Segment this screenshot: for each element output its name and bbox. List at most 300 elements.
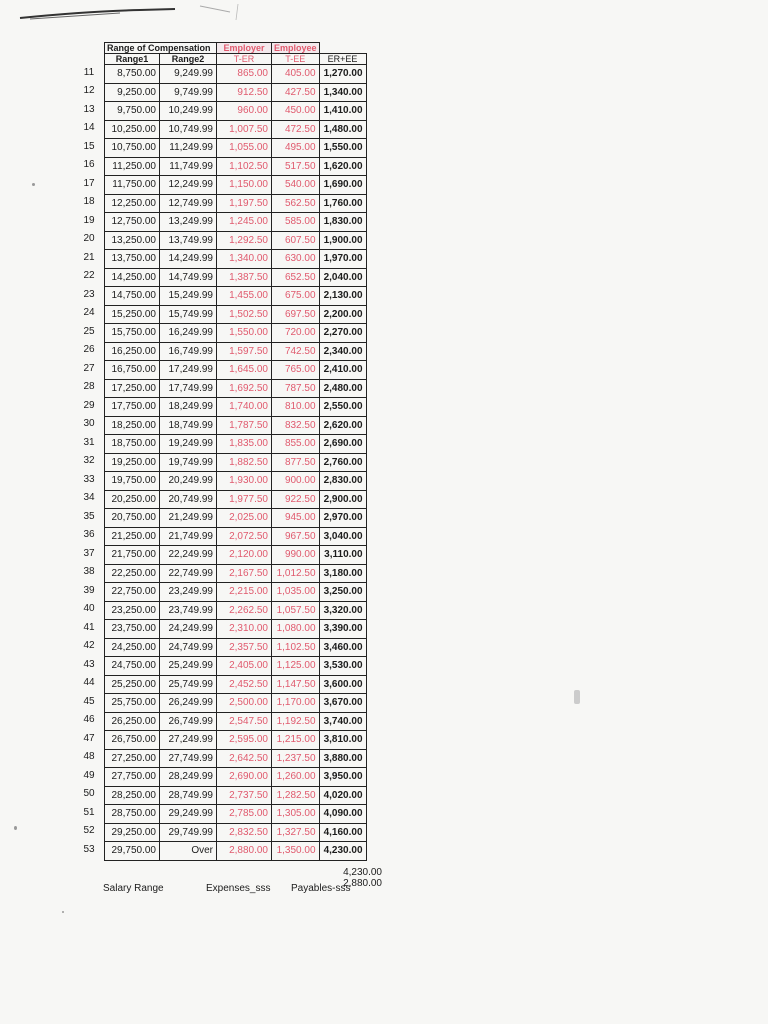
range-title: Range of Compensation	[105, 43, 217, 54]
range1-cell: 12,250.00	[105, 194, 160, 213]
row-number: 40	[83, 603, 95, 614]
row-number: 49	[83, 769, 95, 781]
row-number: 28	[83, 381, 95, 392]
employee-share-cell: 1,215.00	[272, 731, 320, 750]
range2-cell: 25,749.99	[160, 675, 217, 694]
employer-share-cell: 1,150.00	[217, 176, 272, 195]
row-number: 53	[83, 843, 95, 855]
range1-cell: 19,250.00	[105, 453, 160, 472]
table-row	[105, 842, 367, 861]
employee-share-cell: 1,327.50	[272, 823, 320, 842]
employer-share-cell: 1,787.50	[217, 416, 272, 435]
table-row	[105, 379, 367, 398]
table-row	[105, 120, 367, 139]
range2-cell: 18,749.99	[160, 416, 217, 435]
employer-share-cell: 2,167.50	[217, 564, 272, 583]
range1-cell: 24,750.00	[105, 657, 160, 676]
total-cell: 3,040.00	[319, 527, 366, 546]
employer-header: Employer	[217, 43, 272, 54]
employer-share-cell: 2,357.50	[217, 638, 272, 657]
employer-share-cell: 2,880.00	[217, 842, 272, 861]
total-cell: 2,270.00	[319, 324, 366, 343]
total-cell: 4,230.00	[319, 842, 366, 861]
table-row	[105, 139, 367, 158]
range2-cell: 21,749.99	[160, 527, 217, 546]
employee-share-cell: 652.50	[272, 268, 320, 287]
employer-share-cell: 1,455.00	[217, 287, 272, 306]
range2-cell: 24,249.99	[160, 620, 217, 639]
range2-cell: 16,749.99	[160, 342, 217, 361]
range1-cell: 22,750.00	[105, 583, 160, 602]
range2-cell: 26,749.99	[160, 712, 217, 731]
employer-share-cell: 1,292.50	[217, 231, 272, 250]
row-number: 50	[83, 788, 95, 799]
total-cell: 1,760.00	[319, 194, 366, 213]
employer-share-cell: 1,007.50	[217, 120, 272, 139]
table-row	[105, 83, 367, 102]
employee-share-cell: 1,305.00	[272, 805, 320, 824]
employee-share-cell: 742.50	[272, 342, 320, 361]
total-cell: 2,410.00	[319, 361, 366, 380]
range1-cell: 14,750.00	[105, 287, 160, 306]
range2-cell: 17,249.99	[160, 361, 217, 380]
employer-share-cell: 2,737.50	[217, 786, 272, 805]
total-cell: 4,090.00	[319, 805, 366, 824]
total-cell: 4,160.00	[319, 823, 366, 842]
row-number: 21	[83, 251, 95, 263]
row-number: 44	[83, 677, 95, 688]
range1-cell: 25,750.00	[105, 694, 160, 713]
row-number: 51	[83, 806, 95, 818]
employee-share-cell: 495.00	[272, 139, 320, 158]
row-number: 19	[83, 214, 95, 226]
range2-cell: 12,749.99	[160, 194, 217, 213]
row-number: 41	[83, 621, 95, 633]
employee-share-cell: 607.50	[272, 231, 320, 250]
employer-share-cell: 1,245.00	[217, 213, 272, 232]
total-cell: 1,830.00	[319, 213, 366, 232]
row-number: 30	[83, 418, 95, 429]
table-row	[105, 527, 367, 546]
total-cell: 2,340.00	[319, 342, 366, 361]
table-row	[105, 749, 367, 768]
range2-cell: 20,249.99	[160, 472, 217, 491]
range2-cell: 22,249.99	[160, 546, 217, 565]
row-number: 33	[83, 473, 95, 485]
range1-cell: 23,750.00	[105, 620, 160, 639]
row-number: 38	[83, 566, 95, 577]
employee-share-cell: 967.50	[272, 527, 320, 546]
employer-share-cell: 2,547.50	[217, 712, 272, 731]
total-cell: 2,480.00	[319, 379, 366, 398]
range1-cell: 25,250.00	[105, 675, 160, 694]
row-number: 14	[83, 122, 95, 133]
table-row	[105, 361, 367, 380]
employer-share-cell: 1,740.00	[217, 398, 272, 417]
row-number: 13	[83, 103, 95, 115]
row-number: 52	[83, 825, 95, 836]
range2-cell: 14,249.99	[160, 250, 217, 269]
table-row	[105, 731, 367, 750]
row-number: 22	[83, 270, 95, 281]
total-cell: 3,250.00	[319, 583, 366, 602]
range2-cell: 10,249.99	[160, 102, 217, 121]
range1-cell: 14,250.00	[105, 268, 160, 287]
employee-share-cell: 630.00	[272, 250, 320, 269]
employee-share-cell: 1,057.50	[272, 601, 320, 620]
employer-share-cell: 1,645.00	[217, 361, 272, 380]
employee-share-cell: 1,282.50	[272, 786, 320, 805]
employee-share-cell: 990.00	[272, 546, 320, 565]
total-cell: 3,320.00	[319, 601, 366, 620]
range2-cell: 27,249.99	[160, 731, 217, 750]
range1-cell: 16,250.00	[105, 342, 160, 361]
total-cell: 3,810.00	[319, 731, 366, 750]
range1-cell: 18,250.00	[105, 416, 160, 435]
range2-cell: 28,749.99	[160, 786, 217, 805]
employer-share-cell: 1,597.50	[217, 342, 272, 361]
table-row	[105, 823, 367, 842]
total-cell: 2,970.00	[319, 509, 366, 528]
range2-cell: 15,249.99	[160, 287, 217, 306]
table-row	[105, 250, 367, 269]
employer-share-cell: 2,215.00	[217, 583, 272, 602]
table-row	[105, 213, 367, 232]
employer-share-cell: 2,072.50	[217, 527, 272, 546]
range2-cell: 29,249.99	[160, 805, 217, 824]
range1-cell: 13,250.00	[105, 231, 160, 250]
range1-cell: 20,250.00	[105, 490, 160, 509]
range1-cell: 24,250.00	[105, 638, 160, 657]
range1-cell: 9,250.00	[105, 83, 160, 102]
table-row	[105, 620, 367, 639]
range1-cell: 17,750.00	[105, 398, 160, 417]
range1-cell: 27,750.00	[105, 768, 160, 787]
range1-cell: 28,250.00	[105, 786, 160, 805]
row-number: 29	[83, 399, 95, 411]
total-cell: 3,880.00	[319, 749, 366, 768]
table-row	[105, 324, 367, 343]
range2-cell: 24,749.99	[160, 638, 217, 657]
range1-cell: 26,750.00	[105, 731, 160, 750]
table-row	[105, 712, 367, 731]
employee-share-cell: 1,147.50	[272, 675, 320, 694]
range1-cell: 8,750.00	[105, 65, 160, 84]
row-number: 39	[83, 584, 95, 596]
row-number: 45	[83, 695, 95, 707]
range2-cell: 19,749.99	[160, 453, 217, 472]
table-row	[105, 305, 367, 324]
employee-share-cell: 900.00	[272, 472, 320, 491]
table-row	[105, 694, 367, 713]
scan-speck	[14, 826, 17, 830]
range2-cell: 11,749.99	[160, 157, 217, 176]
table-row	[105, 805, 367, 824]
total-cell: 1,410.00	[319, 102, 366, 121]
employer-share-cell: 2,262.50	[217, 601, 272, 620]
range1-cell: 23,250.00	[105, 601, 160, 620]
range1-cell: 15,750.00	[105, 324, 160, 343]
range1-header: Range1	[105, 54, 160, 65]
total-cell: 1,270.00	[319, 65, 366, 84]
employee-share-cell: 1,102.50	[272, 638, 320, 657]
range2-cell: 25,249.99	[160, 657, 217, 676]
total-cell: 2,690.00	[319, 435, 366, 454]
range2-header: Range2	[160, 54, 217, 65]
t-ee-header: T-EE	[272, 54, 320, 65]
range2-cell: Over	[160, 842, 217, 861]
table-row	[105, 176, 367, 195]
employer-share-cell: 2,595.00	[217, 731, 272, 750]
total-cell: 3,600.00	[319, 675, 366, 694]
range2-cell: 13,249.99	[160, 213, 217, 232]
range2-cell: 29,749.99	[160, 823, 217, 842]
range1-cell: 10,250.00	[105, 120, 160, 139]
total-cell: 2,760.00	[319, 453, 366, 472]
table-row	[105, 268, 367, 287]
employer-share-cell: 1,055.00	[217, 139, 272, 158]
scan-speck	[32, 183, 35, 186]
table-row	[105, 768, 367, 787]
expenses-label: Expenses_sss	[206, 883, 271, 894]
total-cell: 2,040.00	[319, 268, 366, 287]
employee-share-cell: 1,125.00	[272, 657, 320, 676]
employee-share-cell: 945.00	[272, 509, 320, 528]
employer-share-cell: 1,930.00	[217, 472, 272, 491]
total-cell: 3,110.00	[319, 546, 366, 565]
employer-share-cell: 2,785.00	[217, 805, 272, 824]
employer-share-cell: 2,405.00	[217, 657, 272, 676]
employer-share-cell: 1,340.00	[217, 250, 272, 269]
row-number: 18	[83, 196, 95, 207]
employer-share-cell: 1,387.50	[217, 268, 272, 287]
total-cell: 2,550.00	[319, 398, 366, 417]
employee-share-cell: 810.00	[272, 398, 320, 417]
row-number: 11	[83, 66, 95, 78]
employer-share-cell: 2,120.00	[217, 546, 272, 565]
row-number: 48	[83, 751, 95, 762]
range2-cell: 16,249.99	[160, 324, 217, 343]
table-row	[105, 657, 367, 676]
employer-share-cell: 1,882.50	[217, 453, 272, 472]
employee-share-cell: 1,237.50	[272, 749, 320, 768]
table-row	[105, 583, 367, 602]
table-row	[105, 453, 367, 472]
employee-share-cell: 922.50	[272, 490, 320, 509]
employee-share-cell: 562.50	[272, 194, 320, 213]
employee-share-cell: 832.50	[272, 416, 320, 435]
table-row	[105, 194, 367, 213]
row-number: 23	[83, 288, 95, 300]
total-cell: 3,740.00	[319, 712, 366, 731]
table-row	[105, 65, 367, 84]
employee-share-cell: 1,350.00	[272, 842, 320, 861]
row-number: 37	[83, 547, 95, 559]
range2-cell: 28,249.99	[160, 768, 217, 787]
row-number: 46	[83, 714, 95, 725]
row-number: 12	[83, 85, 95, 96]
total-cell: 2,830.00	[319, 472, 366, 491]
row-number: 17	[83, 177, 95, 189]
row-number: 31	[83, 436, 95, 448]
employer-share-cell: 912.50	[217, 83, 272, 102]
range2-cell: 22,749.99	[160, 564, 217, 583]
employer-share-cell: 2,832.50	[217, 823, 272, 842]
total-cell: 2,130.00	[319, 287, 366, 306]
table-row	[105, 435, 367, 454]
employee-share-cell: 1,035.00	[272, 583, 320, 602]
employee-share-cell: 405.00	[272, 65, 320, 84]
employee-share-cell: 540.00	[272, 176, 320, 195]
total-cell: 1,480.00	[319, 120, 366, 139]
range1-cell: 21,750.00	[105, 546, 160, 565]
table-row	[105, 786, 367, 805]
total-cell: 3,530.00	[319, 657, 366, 676]
employee-share-cell: 765.00	[272, 361, 320, 380]
er-ee-header: ER+EE	[319, 54, 366, 65]
employer-share-cell: 2,690.00	[217, 768, 272, 787]
employer-share-cell: 2,310.00	[217, 620, 272, 639]
employer-share-cell: 1,502.50	[217, 305, 272, 324]
employee-share-cell: 450.00	[272, 102, 320, 121]
range1-cell: 13,750.00	[105, 250, 160, 269]
total-cell: 1,340.00	[319, 83, 366, 102]
row-number: 32	[83, 455, 95, 466]
range1-cell: 18,750.00	[105, 435, 160, 454]
row-number: 35	[83, 510, 95, 522]
side-note-employer: 2,880.00	[343, 878, 382, 889]
row-number: 27	[83, 362, 95, 374]
employer-share-cell: 1,550.00	[217, 324, 272, 343]
range2-cell: 14,749.99	[160, 268, 217, 287]
total-cell: 1,900.00	[319, 231, 366, 250]
total-cell: 2,620.00	[319, 416, 366, 435]
employee-share-cell: 855.00	[272, 435, 320, 454]
employer-share-cell: 1,197.50	[217, 194, 272, 213]
range1-cell: 12,750.00	[105, 213, 160, 232]
scan-speck	[574, 690, 580, 704]
employee-share-cell: 1,170.00	[272, 694, 320, 713]
employee-share-cell: 1,012.50	[272, 564, 320, 583]
total-cell: 3,670.00	[319, 694, 366, 713]
range2-cell: 10,749.99	[160, 120, 217, 139]
employer-share-cell: 2,642.50	[217, 749, 272, 768]
range2-cell: 21,249.99	[160, 509, 217, 528]
employer-share-cell: 1,835.00	[217, 435, 272, 454]
range1-cell: 26,250.00	[105, 712, 160, 731]
employee-share-cell: 675.00	[272, 287, 320, 306]
range2-cell: 11,249.99	[160, 139, 217, 158]
row-number: 25	[83, 325, 95, 337]
range1-cell: 9,750.00	[105, 102, 160, 121]
table-row	[105, 472, 367, 491]
row-number: 16	[83, 159, 95, 170]
range1-cell: 19,750.00	[105, 472, 160, 491]
employee-share-cell: 1,192.50	[272, 712, 320, 731]
employer-share-cell: 2,452.50	[217, 675, 272, 694]
range2-cell: 13,749.99	[160, 231, 217, 250]
range2-cell: 23,249.99	[160, 583, 217, 602]
range2-cell: 19,249.99	[160, 435, 217, 454]
row-number: 20	[83, 233, 95, 244]
row-number: 34	[83, 492, 95, 503]
row-number: 47	[83, 732, 95, 744]
employer-share-cell: 2,025.00	[217, 509, 272, 528]
table-row	[105, 157, 367, 176]
total-cell: 3,180.00	[319, 564, 366, 583]
range2-cell: 15,749.99	[160, 305, 217, 324]
range1-cell: 29,250.00	[105, 823, 160, 842]
side-note-total: 4,230.00	[343, 867, 382, 878]
table-row	[105, 416, 367, 435]
range2-cell: 9,749.99	[160, 83, 217, 102]
row-number: 24	[83, 307, 95, 318]
range2-cell: 26,249.99	[160, 694, 217, 713]
table-row	[105, 231, 367, 250]
scan-speck	[62, 911, 64, 913]
table-row	[105, 287, 367, 306]
employer-share-cell: 1,102.50	[217, 157, 272, 176]
employee-share-cell: 720.00	[272, 324, 320, 343]
row-number-column	[78, 64, 100, 860]
total-cell: 1,550.00	[319, 139, 366, 158]
employer-share-cell: 1,692.50	[217, 379, 272, 398]
table-row	[105, 564, 367, 583]
range1-cell: 11,250.00	[105, 157, 160, 176]
employer-share-cell: 865.00	[217, 65, 272, 84]
row-number: 26	[83, 344, 95, 355]
range2-cell: 23,749.99	[160, 601, 217, 620]
table-row	[105, 398, 367, 417]
range1-cell: 10,750.00	[105, 139, 160, 158]
employee-share-cell: 517.50	[272, 157, 320, 176]
table-row	[105, 546, 367, 565]
employee-share-cell: 877.50	[272, 453, 320, 472]
t-er-header: T-ER	[217, 54, 272, 65]
total-cell: 4,020.00	[319, 786, 366, 805]
range2-cell: 9,249.99	[160, 65, 217, 84]
employee-share-cell: 697.50	[272, 305, 320, 324]
row-number: 42	[83, 640, 95, 651]
range1-cell: 21,250.00	[105, 527, 160, 546]
total-cell: 2,900.00	[319, 490, 366, 509]
employee-share-cell: 585.00	[272, 213, 320, 232]
employee-share-cell: 472.50	[272, 120, 320, 139]
payables-label: Payables-sss	[291, 883, 351, 894]
contribution-table	[104, 42, 367, 861]
employee-share-cell: 427.50	[272, 83, 320, 102]
total-cell: 1,620.00	[319, 157, 366, 176]
total-cell: 1,970.00	[319, 250, 366, 269]
range1-cell: 16,750.00	[105, 361, 160, 380]
row-number: 43	[83, 658, 95, 670]
employer-share-cell: 1,977.50	[217, 490, 272, 509]
employer-share-cell: 960.00	[217, 102, 272, 121]
range1-cell: 22,250.00	[105, 564, 160, 583]
range2-cell: 18,249.99	[160, 398, 217, 417]
salary-range-label: Salary Range	[103, 883, 164, 894]
table-row	[105, 509, 367, 528]
employee-share-cell: 787.50	[272, 379, 320, 398]
range1-cell: 11,750.00	[105, 176, 160, 195]
total-cell: 3,460.00	[319, 638, 366, 657]
range2-cell: 27,749.99	[160, 749, 217, 768]
table-row	[105, 490, 367, 509]
table-row	[105, 675, 367, 694]
range1-cell: 17,250.00	[105, 379, 160, 398]
row-number: 15	[83, 140, 95, 152]
table-row	[105, 638, 367, 657]
